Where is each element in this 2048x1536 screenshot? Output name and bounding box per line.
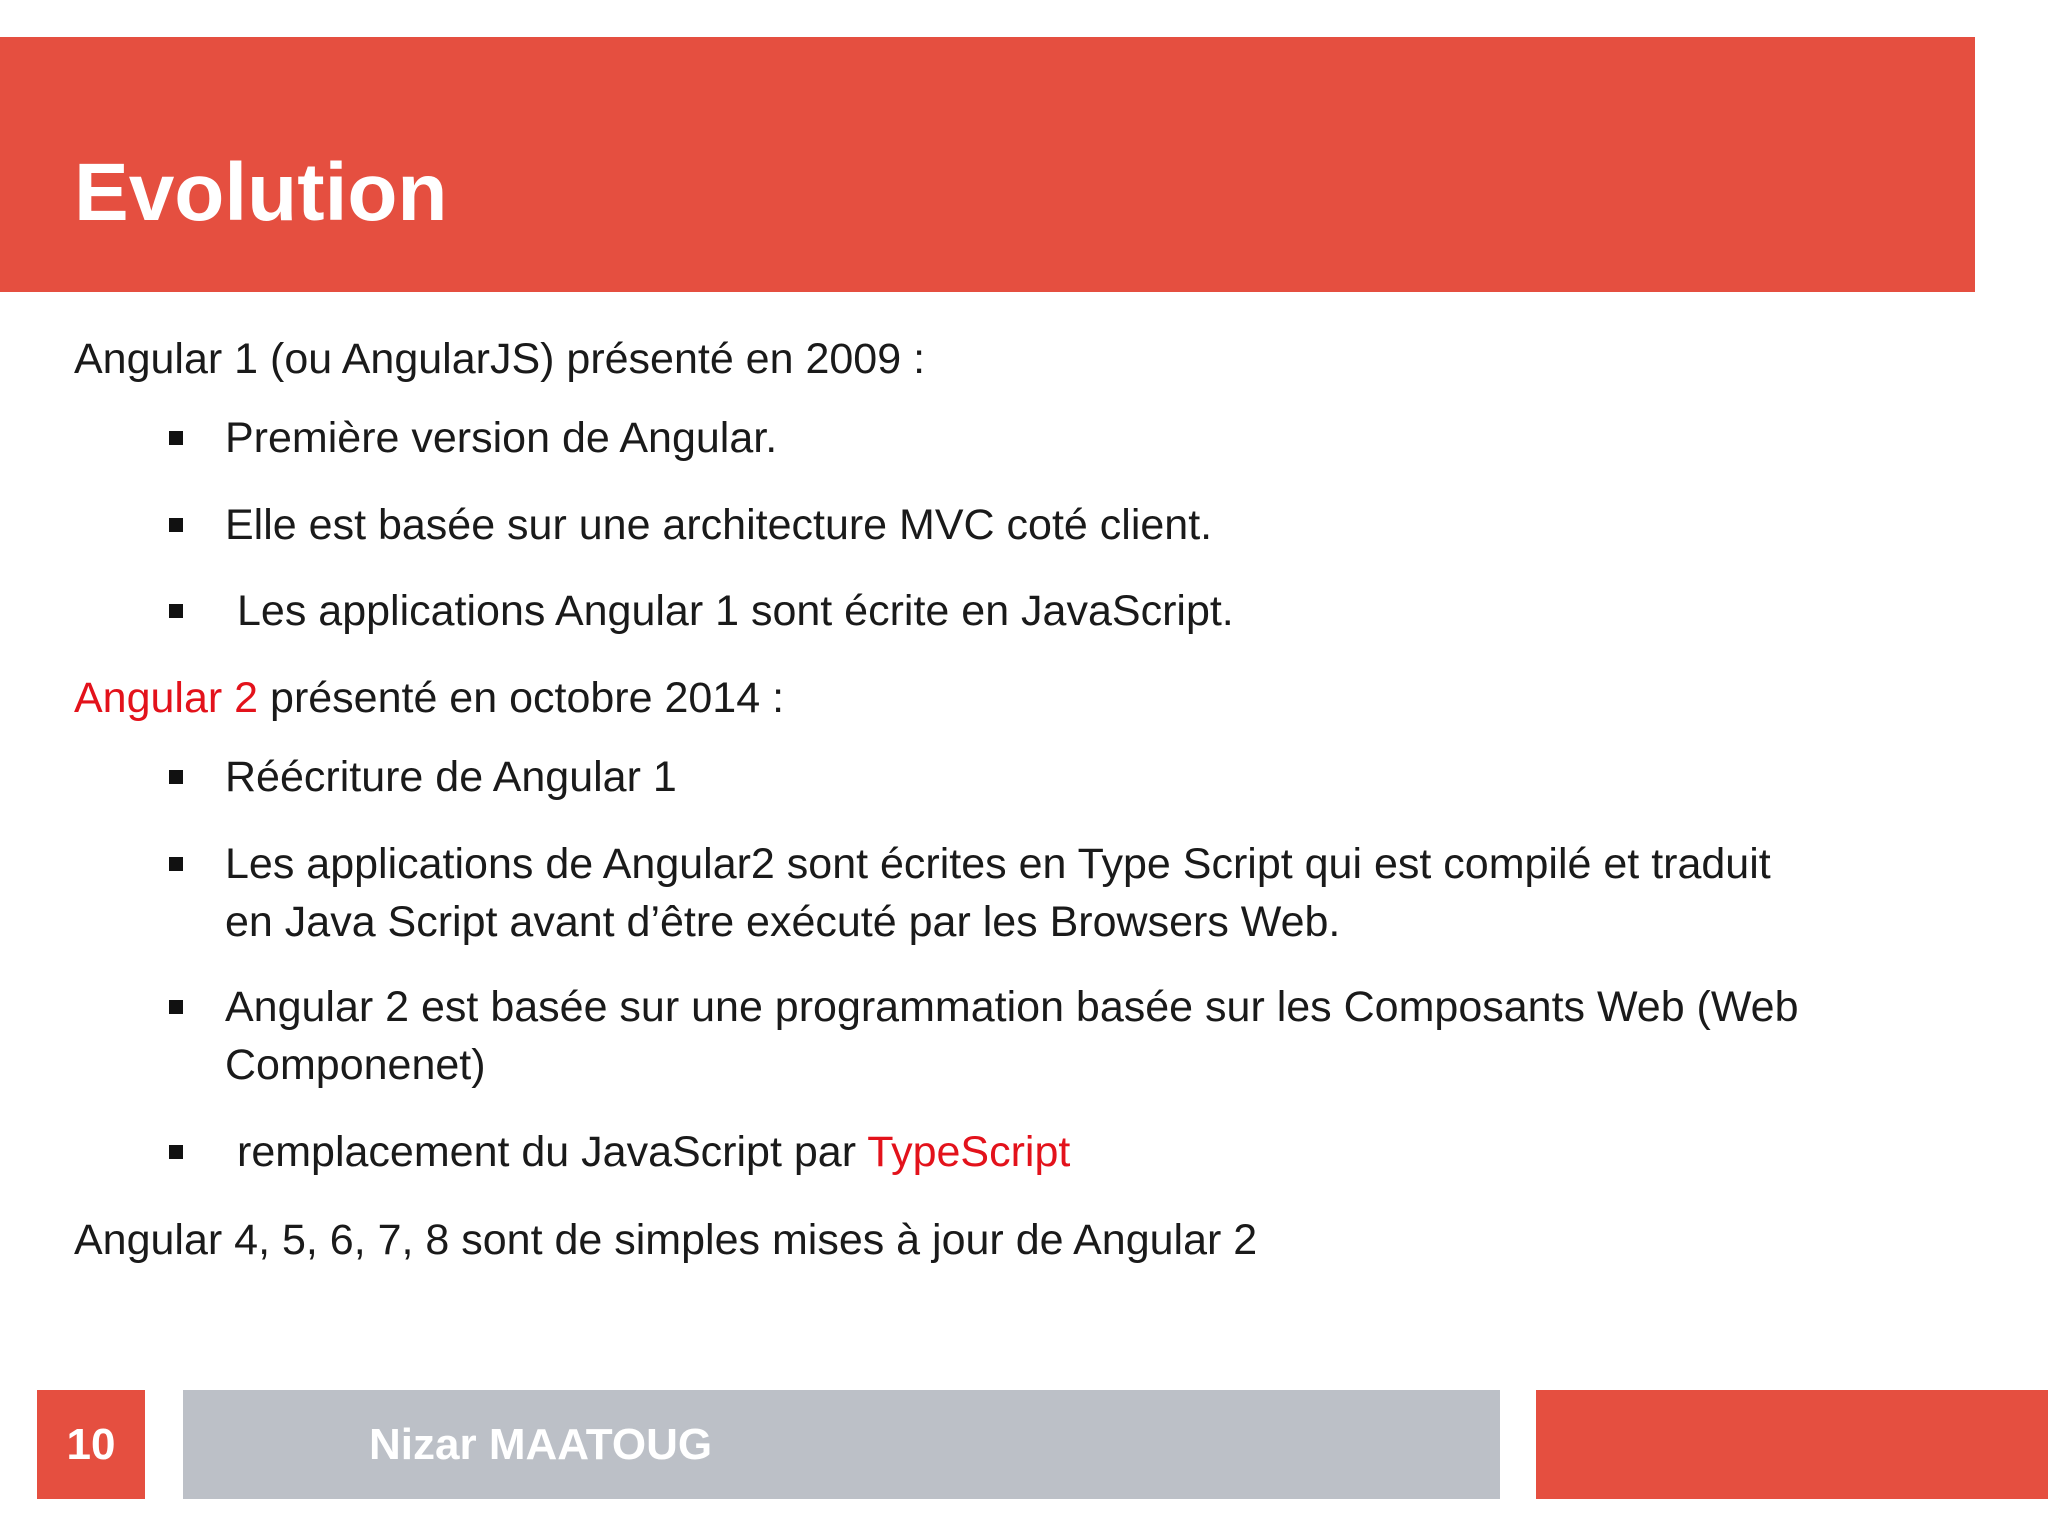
- heading-rest: présenté en octobre 2014 :: [258, 674, 785, 722]
- author-name: Nizar MAATOUG: [369, 1420, 713, 1469]
- bullet-item: Les applications Angular 1 sont écrite en JavaScript.: [237, 587, 1234, 635]
- footer-accent-block: [1536, 1390, 2048, 1499]
- bullet-marker: [169, 518, 183, 532]
- section-heading-updates: Angular 4, 5, 6, 7, 8 sont de simples mises à jour de Angular 2: [74, 1216, 1258, 1264]
- page-number: [37, 1390, 145, 1499]
- bullet-item: Elle est basée sur une architecture MVC coté client.: [225, 501, 1213, 549]
- bullet-marker: [169, 604, 183, 618]
- heading-highlight: Angular 2: [74, 674, 259, 722]
- bullet-item-continuation: Componenet): [225, 1041, 486, 1089]
- section-heading-angular2: [74, 669, 784, 727]
- slide-title: Evolution: [74, 147, 448, 238]
- page-number-text: 10: [66, 1419, 116, 1469]
- footer-author-bar: [183, 1390, 1500, 1499]
- bullet-text: remplacement du JavaScript par: [237, 1128, 868, 1176]
- bullet-item: Première version de Angular.: [225, 414, 778, 462]
- bullet-marker: [169, 1145, 183, 1159]
- bullet-item: Angular 2 est basée sur une programmation basée sur les Composants Web (Web: [225, 983, 1799, 1031]
- bullet-marker: [169, 857, 183, 871]
- bullet-marker: [169, 770, 183, 784]
- typescript-highlight: TypeScript: [867, 1128, 1071, 1176]
- bullet-marker: [169, 1000, 183, 1014]
- bullet-marker: [169, 431, 183, 445]
- section-heading-angular1: Angular 1 (ou AngularJS) présenté en 2009 :: [74, 335, 926, 383]
- bullet-item-continuation: en Java Script avant d’être exécuté par les Browsers Web.: [225, 898, 1341, 946]
- bullet-item: [237, 1123, 1070, 1181]
- bullet-item: Les applications de Angular2 sont écrites en Type Script qui est compilé et traduit: [225, 840, 1771, 888]
- bullet-item: Réécriture de Angular 1: [225, 753, 677, 801]
